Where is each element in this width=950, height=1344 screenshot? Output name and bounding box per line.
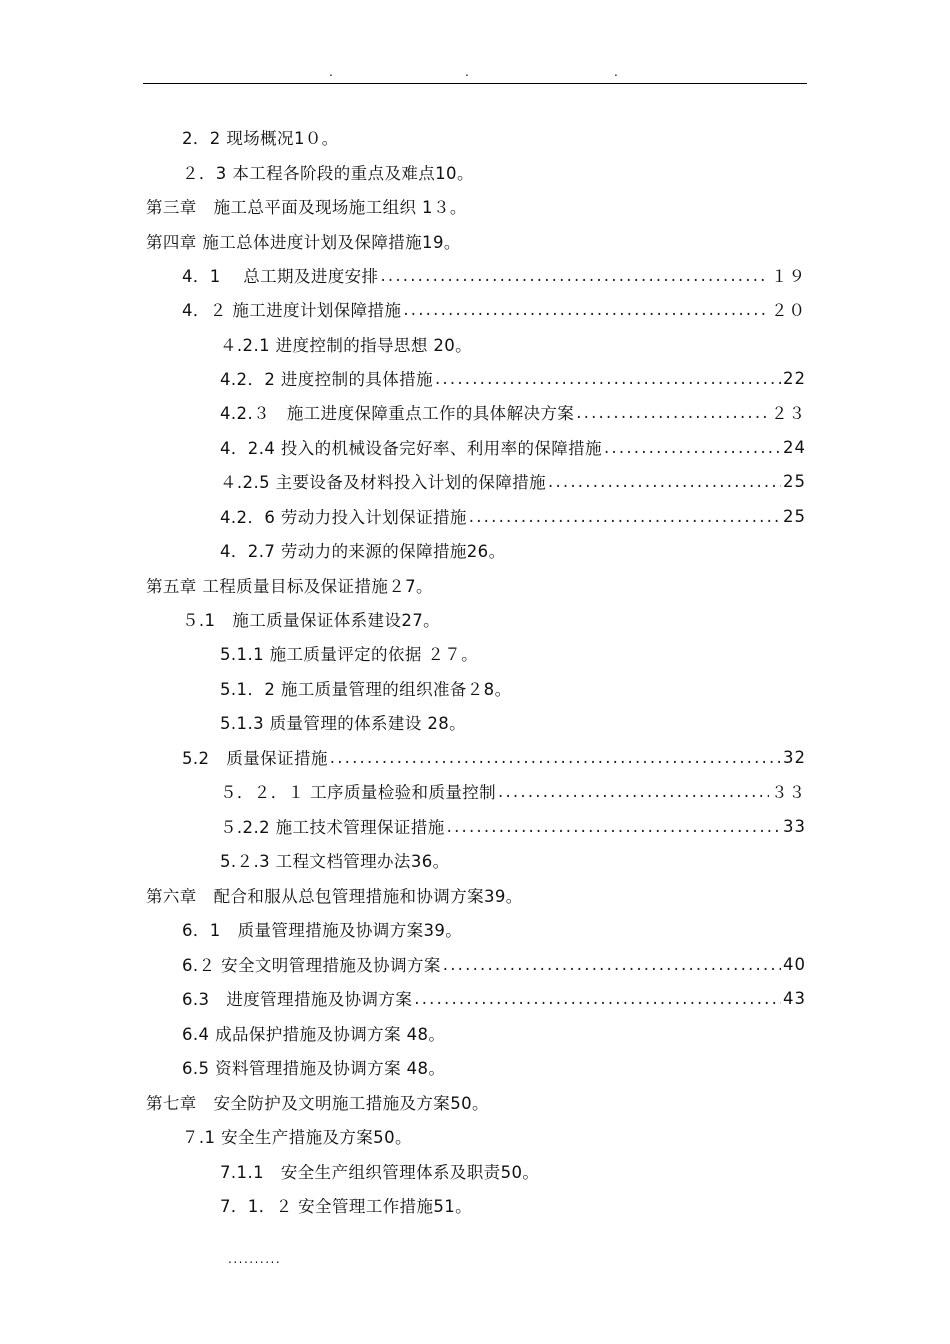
toc-entry-5-2-3[interactable] [220,848,450,872]
toc-entry-text: ４.2.5 主要设备及材料投入计划的保障措施 [220,473,547,492]
toc-entry-text: 第四章 施工总体进度计划及保障措施19。 [146,233,461,252]
dot-leader [414,989,781,1008]
toc-entry-text: 4.2.３ 施工进度保障重点工作的具体解决方案 [220,404,575,423]
toc-entry-6-4[interactable] [182,1021,445,1045]
toc-entry-5-1-2[interactable] [220,676,511,700]
toc-entry-4-1[interactable] [182,263,806,287]
toc-entry-6-1[interactable] [182,917,462,941]
dot-leader [435,369,781,388]
toc-entry-text: ５.1 施工质量保证体系建设27。 [182,611,441,630]
dot-leader [447,817,781,836]
dot-leader [604,438,781,457]
toc-page-number: 33 [783,816,806,836]
toc-page-number: 32 [783,747,806,767]
toc-entry-chapter-5[interactable] [146,573,433,597]
toc-entry-text: 第六章 配合和服从总包管理措施和协调方案39。 [146,887,523,906]
toc-entry-6-5[interactable] [182,1055,445,1079]
dot-leader [469,507,781,526]
toc-entry-chapter-3[interactable] [146,194,467,218]
toc-entry-text: ５．２．１ 工序质量检验和质量控制 [220,783,497,802]
toc-entry-text: 4.2．2 进度控制的具体措施 [220,370,433,389]
toc-entry-text: ７.1 安全生产措施及方案50。 [182,1128,412,1147]
header-dot-1: . [329,65,333,79]
toc-entry-text: 第三章 施工总平面及现场施工组织 1３。 [146,198,467,217]
toc-entry-text: 4．2.4 投入的机械设备完好率、利用率的保障措施 [220,439,602,458]
toc-entry-chapter-6[interactable] [146,883,523,907]
toc-entry-text: 7．1．２ 安全管理工作措施51。 [220,1197,473,1216]
dot-leader [403,300,769,319]
dot-leader [380,266,769,285]
toc-entry-6-3[interactable] [182,986,806,1010]
toc-page-number: 40 [783,954,806,974]
toc-entry-5-2-2[interactable] [220,814,806,838]
toc-entry-4-2-5[interactable] [220,469,806,493]
header-dot-2: . [465,65,469,79]
dot-leader [330,748,781,767]
toc-entry-text: 4．2.7 劳动力的来源的保障措施26。 [220,542,506,561]
toc-entry-7-1-2[interactable] [220,1193,472,1217]
toc-page-number: 25 [783,471,806,491]
toc-entry-2-2[interactable] [182,125,339,149]
toc-entry-5-1-3[interactable] [220,710,466,734]
toc-entry-text: 6.２ 安全文明管理措施及协调方案 [182,956,441,975]
toc-entry-5-2-1[interactable] [220,779,806,803]
toc-page-number: ２０ [771,301,806,320]
toc-entry-text: 第七章 安全防护及文明施工措施及方案50。 [146,1094,489,1113]
toc-page-number: １９ [771,267,806,286]
toc-entry-text: 6.3 进度管理措施及协调方案 [182,990,413,1009]
toc-entry-4-2[interactable] [182,297,806,321]
toc-entry-text: 2．2 现场概况1０。 [182,129,339,148]
toc-entry-6-2[interactable] [182,952,806,976]
toc-entry-text: 4．２ 施工进度计划保障措施 [182,301,402,320]
toc-entry-text: ４.2.1 进度控制的指导思想 20。 [220,336,473,355]
dot-leader [498,782,769,801]
toc-entry-text: ５.2.2 施工技术管理保证措施 [220,818,445,837]
dot-leader [576,403,769,422]
toc-entry-4-2-2[interactable] [220,366,806,390]
toc-entry-chapter-7[interactable] [146,1090,489,1114]
toc-entry-text: 7.1.1 安全生产组织管理体系及职责50。 [220,1163,540,1182]
toc-entry-text: 5.1.1 施工质量评定的依据 ２７。 [220,645,479,664]
toc-entry-2-3[interactable] [182,160,474,184]
toc-entry-5-2[interactable] [182,745,806,769]
dot-leader [548,472,781,491]
toc-entry-4-2-7[interactable] [220,538,505,562]
toc-entry-text: ２．3 本工程各阶段的重点及难点10。 [182,164,474,183]
toc-entry-text: 第五章 工程质量目标及保证措施２7。 [146,577,433,596]
toc-entry-7-1-1[interactable] [220,1159,539,1183]
header-dot-3: . [614,65,618,79]
toc-page-number: 22 [783,368,806,388]
toc-entry-text: 6．1 质量管理措施及协调方案39。 [182,921,463,940]
toc-page-number: ２３ [771,404,806,423]
header-rule [143,83,807,84]
toc-page-number: 24 [783,437,806,457]
toc-page-number: 25 [783,506,806,526]
toc-page-number: ３３ [771,783,806,802]
toc-entry-text: 5.2 质量保证措施 [182,749,328,768]
dot-leader [443,955,781,974]
toc-entry-text: 5.1．2 施工质量管理的组织准备２8。 [220,680,512,699]
toc-entry-7-1[interactable] [182,1124,412,1148]
toc-entry-4-2-6[interactable] [220,504,806,528]
toc-entry-text: 4．1 总工期及进度安排 [182,267,379,286]
toc-entry-4-2-4[interactable] [220,435,806,459]
toc-entry-text: 6.5 资料管理措施及协调方案 48。 [182,1059,446,1078]
toc-entry-chapter-4[interactable] [146,229,461,253]
toc-entry-5-1[interactable] [182,607,440,631]
toc-entry-4-2-1[interactable] [220,332,472,356]
toc-page-number: 43 [783,988,806,1008]
toc-entry-text: 6.4 成品保护措施及协调方案 48。 [182,1025,446,1044]
toc-entry-text: 5.1.3 质量管理的体系建设 28。 [220,714,467,733]
toc-entry-text: 4.2．6 劳动力投入计划保证措施 [220,508,467,527]
toc-entry-text: 5.２.3 工程文档管理办法36。 [220,852,450,871]
footer-dots: .......... [228,1252,282,1266]
toc-entry-4-2-3[interactable] [220,400,806,424]
toc-entry-5-1-1[interactable] [220,641,478,665]
